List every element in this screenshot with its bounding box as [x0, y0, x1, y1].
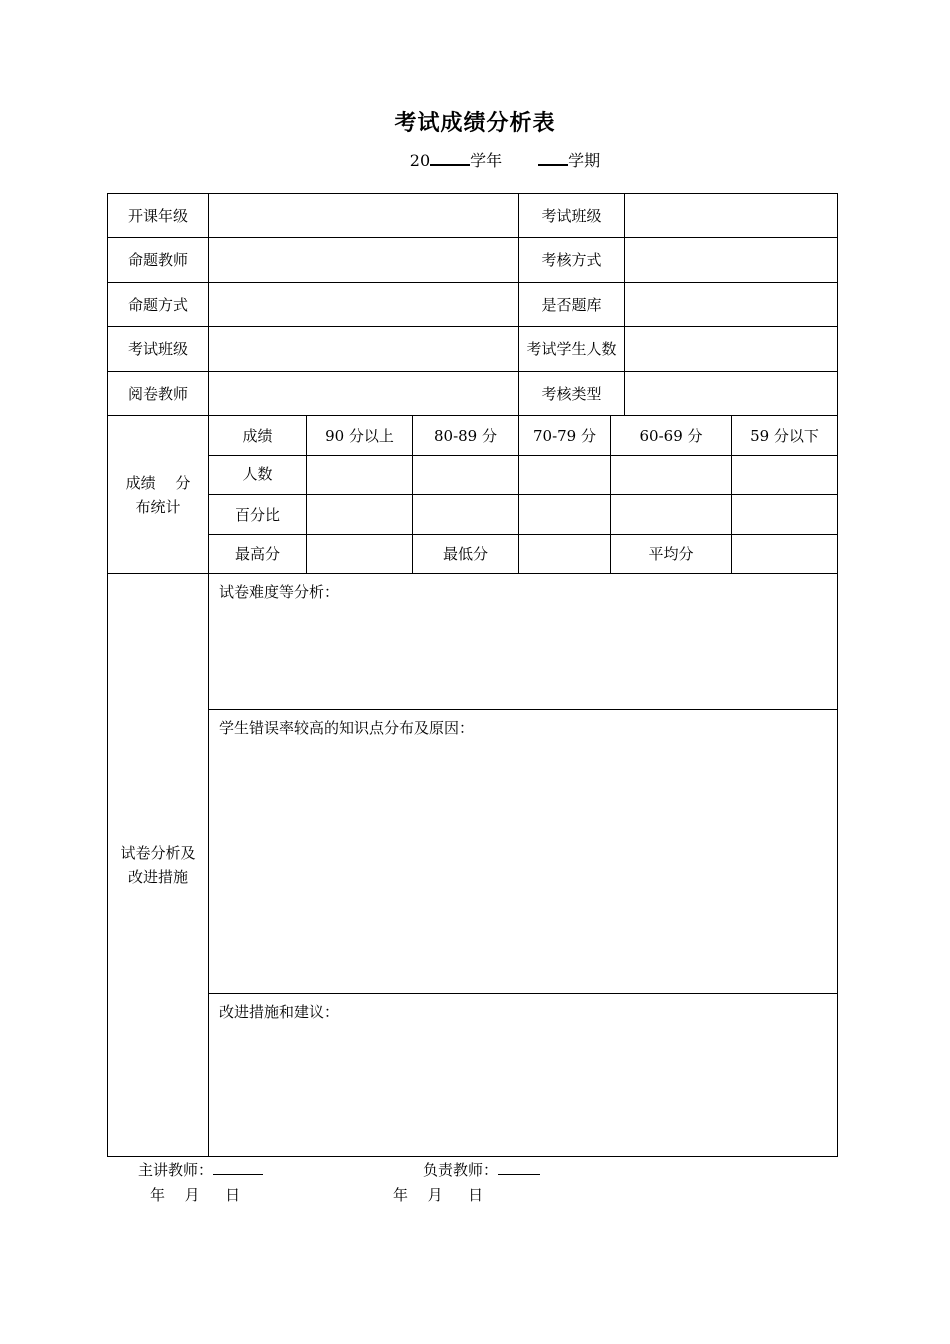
subtitle: [0, 148, 950, 171]
distribution-header-row: [108, 416, 838, 456]
info-label: 考试班级: [108, 327, 209, 372]
max-score-field[interactable]: [307, 535, 413, 574]
count-field[interactable]: [307, 456, 413, 495]
summary-row: [108, 535, 838, 574]
info-value-field[interactable]: [625, 327, 838, 372]
difficulty-analysis-field[interactable]: [209, 574, 838, 710]
avg-score-label: 平均分: [611, 535, 732, 574]
distribution-header-cell: 60-69 分: [611, 416, 732, 456]
percent-field[interactable]: [519, 495, 611, 535]
error-analysis-label: 学生错误率较高的知识点分布及原因：: [219, 719, 475, 737]
responsible-teacher-date: [393, 1184, 483, 1205]
responsible-teacher-label: 负责教师：: [423, 1161, 499, 1179]
percent-row: [108, 495, 838, 535]
date-day: 日: [225, 1186, 241, 1204]
avg-score-field[interactable]: [732, 535, 838, 574]
info-label: 考试班级: [519, 194, 625, 238]
percent-label: 百分比: [209, 495, 307, 535]
date-year: 年: [150, 1186, 166, 1204]
lead-teacher-signature: [138, 1159, 263, 1180]
errors-row: [108, 710, 838, 994]
date-month: 月: [184, 1186, 200, 1204]
count-label: 人数: [209, 456, 307, 495]
page-title: 考试成绩分析表: [394, 110, 556, 136]
info-label: 阅卷教师: [108, 372, 209, 416]
info-value-field[interactable]: [625, 283, 838, 327]
info-row: [108, 372, 838, 416]
distribution-header-cell: 80-89 分: [413, 416, 519, 456]
term-label: 学期: [568, 151, 601, 170]
improvement-field[interactable]: [209, 994, 838, 1157]
count-field[interactable]: [519, 456, 611, 495]
info-label: 是否题库: [519, 283, 625, 327]
info-value-field[interactable]: [625, 372, 838, 416]
analysis-table: [107, 193, 838, 1157]
min-score-label: 最低分: [413, 535, 519, 574]
info-value-field[interactable]: [625, 238, 838, 283]
info-label: 命题教师: [108, 238, 209, 283]
error-analysis-field[interactable]: [209, 710, 838, 994]
info-row: [108, 327, 838, 372]
percent-field[interactable]: [611, 495, 732, 535]
improvement-label: 改进措施和建议：: [219, 1003, 340, 1021]
info-value-field[interactable]: [209, 194, 519, 238]
date-year: 年: [393, 1186, 409, 1204]
improvement-row: [108, 994, 838, 1157]
count-field[interactable]: [611, 456, 732, 495]
percent-field[interactable]: [413, 495, 519, 535]
year-label: 学年: [470, 151, 503, 170]
date-day: 日: [468, 1186, 484, 1204]
info-row: [108, 238, 838, 283]
lead-teacher-label: 主讲教师：: [138, 1161, 214, 1179]
info-label: 考核方式: [519, 238, 625, 283]
difficulty-analysis-label: 试卷难度等分析：: [219, 583, 340, 601]
difficulty-row: [108, 574, 838, 710]
min-score-field[interactable]: [519, 535, 611, 574]
distribution-section-label: 成绩 分布统计: [108, 416, 209, 574]
count-field[interactable]: [732, 456, 838, 495]
info-value-field[interactable]: [209, 238, 519, 283]
responsible-teacher-blank[interactable]: [498, 1160, 540, 1175]
info-row: [108, 283, 838, 327]
info-value-field[interactable]: [209, 372, 519, 416]
distribution-header-cell: 70-79 分: [519, 416, 611, 456]
distribution-header-cell: 90 分以上: [307, 416, 413, 456]
count-field[interactable]: [413, 456, 519, 495]
info-row: [108, 194, 838, 238]
distribution-header-cell: 59 分以下: [732, 416, 838, 456]
term-blank[interactable]: [538, 150, 568, 166]
date-month: 月: [427, 1186, 443, 1204]
percent-field[interactable]: [732, 495, 838, 535]
responsible-teacher-signature: [423, 1159, 540, 1180]
info-label: 考核类型: [519, 372, 625, 416]
analysis-section-label: 试卷分析及改进措施: [108, 574, 209, 1157]
distribution-header-cell: 成绩: [209, 416, 307, 456]
percent-field[interactable]: [307, 495, 413, 535]
year-prefix: 20: [409, 151, 431, 170]
info-value-field[interactable]: [209, 327, 519, 372]
year-blank[interactable]: [430, 150, 470, 166]
info-label: 命题方式: [108, 283, 209, 327]
count-row: [108, 456, 838, 495]
lead-teacher-date: [150, 1184, 240, 1205]
info-value-field[interactable]: [209, 283, 519, 327]
lead-teacher-blank[interactable]: [213, 1160, 263, 1175]
max-score-label: 最高分: [209, 535, 307, 574]
info-label: 开课年级: [108, 194, 209, 238]
info-value-field[interactable]: [625, 194, 838, 238]
info-label: 考试学生人数: [519, 327, 625, 372]
